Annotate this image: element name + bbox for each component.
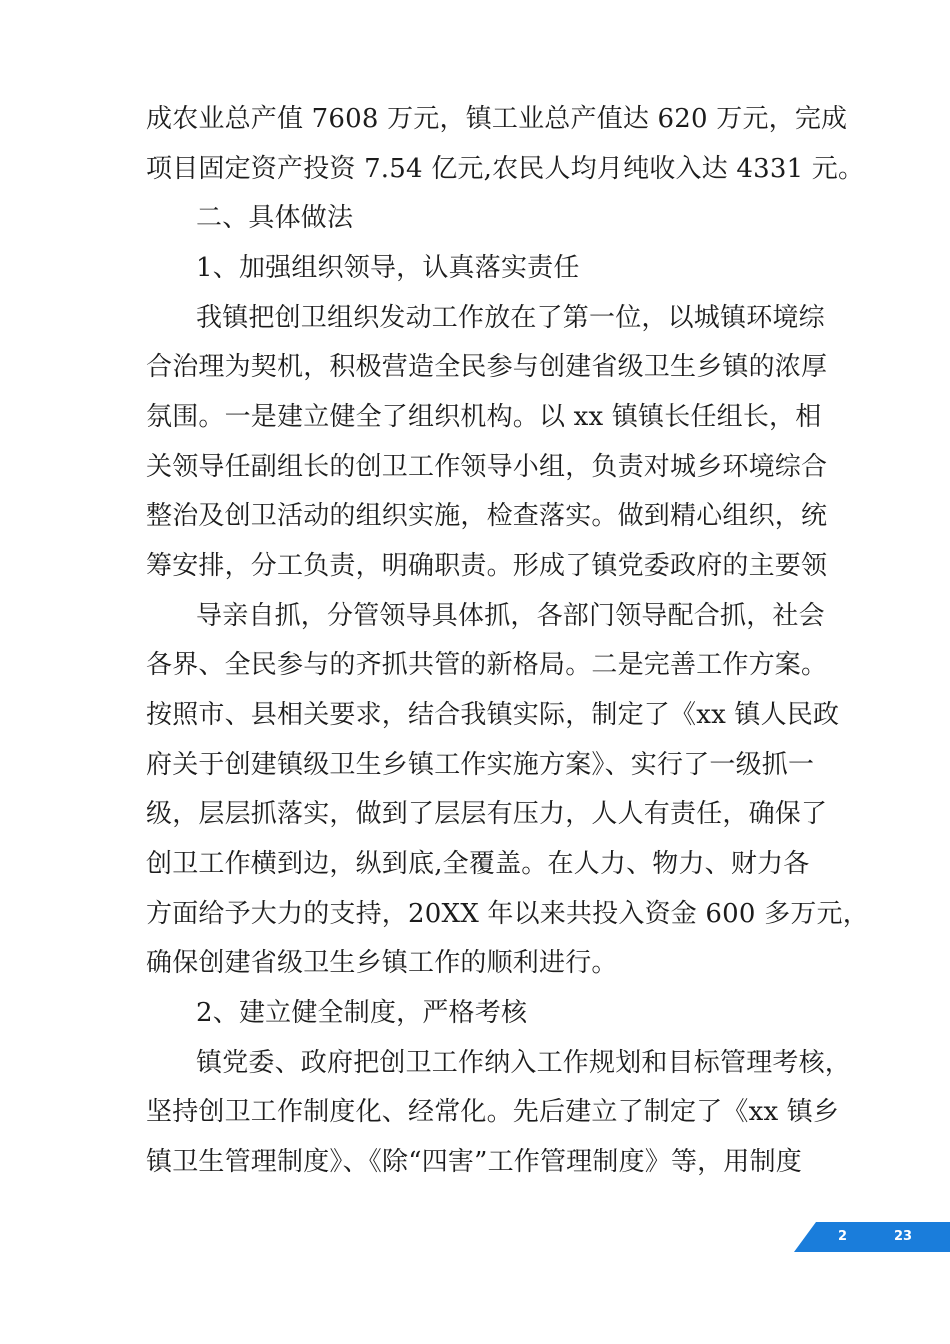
paragraph-line: 成农业总产值 7608 万元，镇工业总产值达 620 万元，完成 <box>146 104 848 134</box>
paragraph-line: 我镇把创卫组织发动工作放在了第一位，以城镇环境综 <box>196 303 825 333</box>
paragraph-line: 合治理为契机，积极营造全民参与创建省级卫生乡镇的浓厚 <box>146 352 828 382</box>
paragraph-line: 坚持创卫工作制度化、经常化。先后建立了制定了《xx 镇乡 <box>146 1097 840 1127</box>
paragraph-line: 项目固定资产投资 7.54 亿元,农民人均月纯收入达 4331 元。 <box>146 154 865 184</box>
paragraph-line: 按照市、县相关要求，结合我镇实际，制定了《xx 镇人民政 <box>146 700 840 730</box>
paragraph-line: 确保创建省级卫生乡镇工作的顺利进行。 <box>146 948 618 978</box>
paragraph-line: 镇卫生管理制度》、《除“四害”工作管理制度》等，用制度 <box>146 1147 802 1177</box>
subsection-heading: 1、加强组织领导，认真落实责任 <box>196 253 580 283</box>
paragraph-line: 级，层层抓落实，做到了层层有压力，人人有责任，确保了 <box>146 799 828 829</box>
paragraph-line: 整治及创卫活动的组织实施，检查落实。做到精心组织，统 <box>146 501 828 531</box>
paragraph-line: 各界、全民参与的齐抓共管的新格局。二是完善工作方案。 <box>146 650 828 680</box>
paragraph-line: 创卫工作横到边，纵到底,全覆盖。在人力、物力、财力各 <box>146 849 810 879</box>
paragraph-line: 筹安排，分工负责，明确职责。形成了镇党委政府的主要领 <box>146 551 828 581</box>
paragraph-line: 方面给予大力的支持，20XX 年以来共投入资金 600 多万元， <box>146 899 869 929</box>
paragraph-line: 关领导任副组长的创卫工作领导小组，负责对城乡环境综合 <box>146 452 828 482</box>
page-total: 23 <box>894 1229 913 1244</box>
paragraph-line: 府关于创建镇级卫生乡镇工作实施方案》、实行了一级抓一 <box>146 750 815 780</box>
paragraph-line: 导亲自抓，分管领导具体抓，各部门领导配合抓，社会 <box>196 601 825 631</box>
paragraph-line: 镇党委、政府把创卫工作纳入工作规划和目标管理考核， <box>196 1048 852 1078</box>
page-footer-tab <box>794 1222 950 1252</box>
page-number: 2 <box>838 1229 848 1244</box>
paragraph-line: 氛围。一是建立健全了组织机构。以 xx 镇镇长任组长，相 <box>146 402 822 432</box>
section-heading: 二、具体做法 <box>196 203 354 233</box>
subsection-heading: 2、建立健全制度，严格考核 <box>196 998 528 1028</box>
